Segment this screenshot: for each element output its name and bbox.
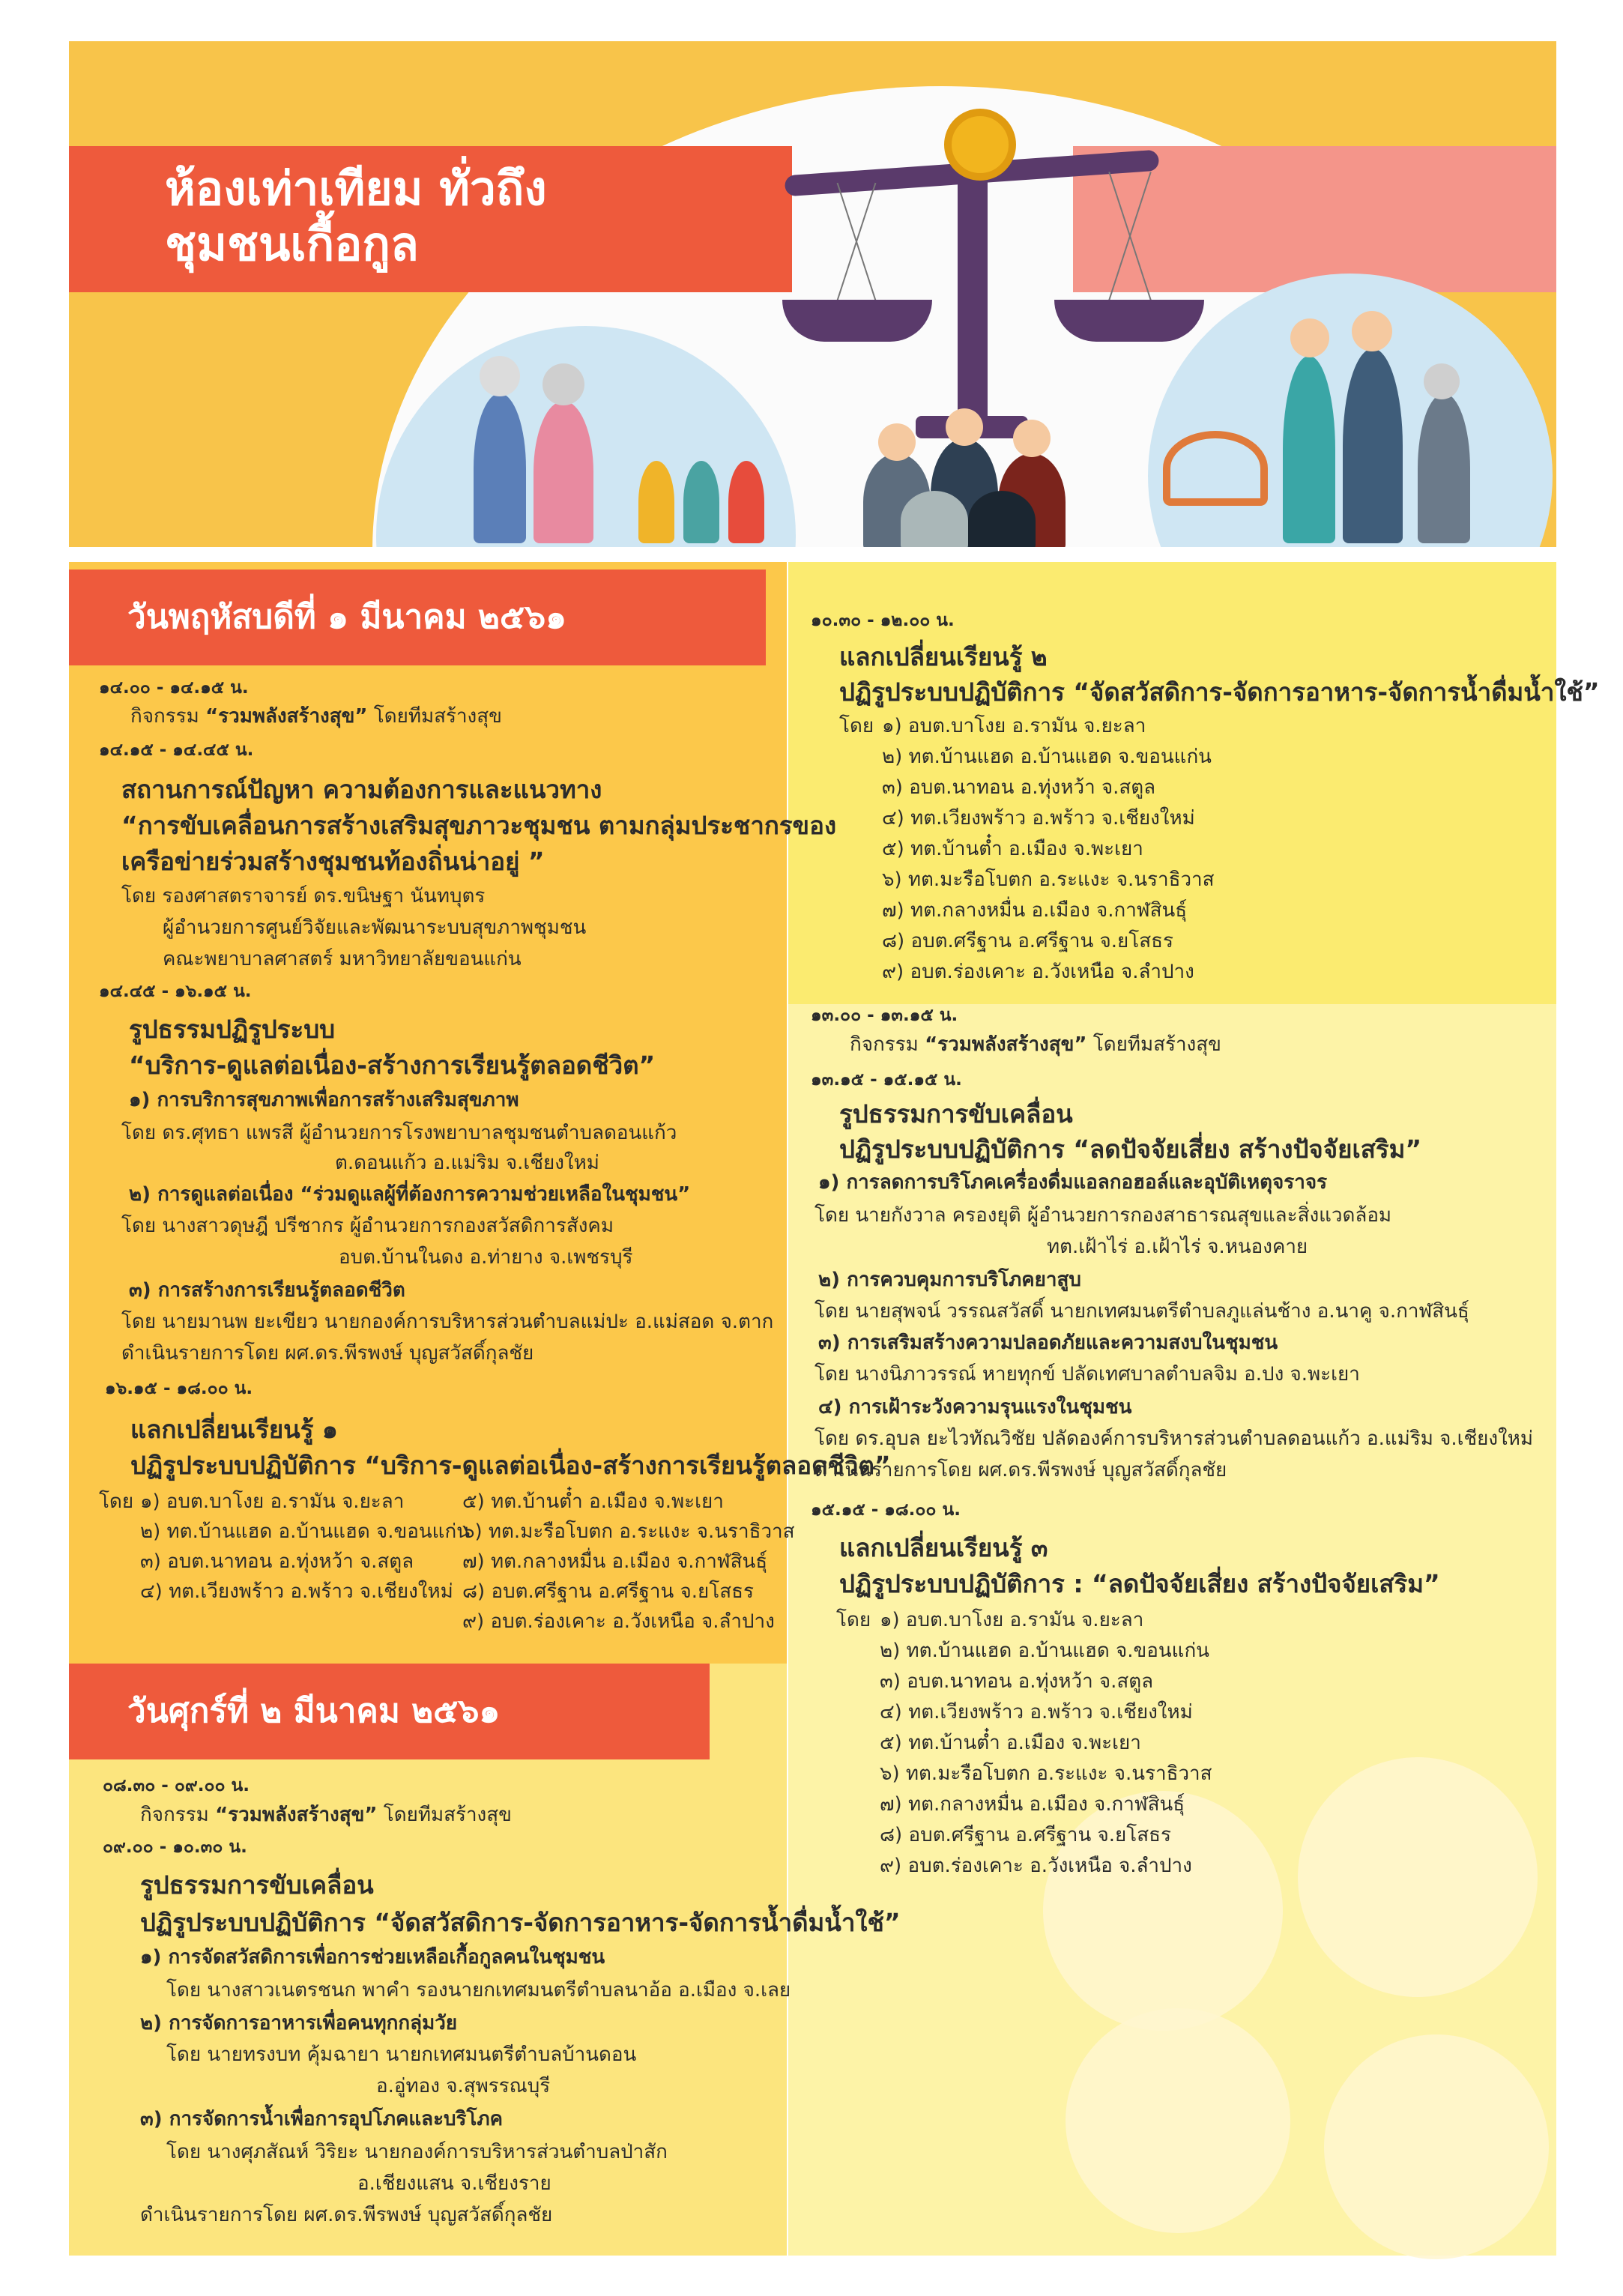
r3-p2: ๒) การควบคุมการบริโภคยาสูบ	[818, 1269, 1081, 1291]
r1-item-2: ๒) ทต.บ้านแฮด อ.บ้านแฮด จ.ขอนแก่น	[882, 746, 1212, 768]
d1-s4-by: โดย	[99, 1490, 134, 1513]
d2-s2-l2: ปฏิรูประบบปฏิบัติการ “จัดสวัสดิการ-จัดการอาหาร-จัดการน้ำดื่มน้ำใช้”	[140, 1908, 901, 1937]
d1-s3-time: ๑๔.๔๕ - ๑๖.๑๕ น.	[99, 982, 252, 1001]
d2-s2-p3a: โดย นางศุภสัณห์ วิริยะ นายกองค์การบริหารส่วนตำบลป่าสัก	[166, 2141, 668, 2163]
r1-item-8: ๘) อบต.ศรีฐาน อ.ศรีฐาน จ.ยโสธร	[882, 930, 1173, 952]
d2-s1-time: ๐๘.๓๐ - ๐๙.๐๐ น.	[103, 1776, 250, 1795]
r4-item-7: ๗) ทต.กลางหมื่น อ.เมือง จ.กาฬสินธุ์	[880, 1793, 1185, 1816]
r2-c: โดยทีมสร้างสุข	[1092, 1033, 1221, 1056]
day2-heading-band	[69, 1664, 710, 1759]
d1-s2-time: ๑๔.๑๕ - ๑๔.๔๕ น.	[99, 740, 254, 760]
r1-l2: ปฏิรูประบบปฏิบัติการ “จัดสวัสดิการ-จัดการอาหาร-จัดการน้ำดื่มน้ำใช้”	[839, 677, 1600, 707]
d1-s4-left-4: ๔) ทต.เวียงพร้าว อ.พร้าว จ.เชียงใหม่	[140, 1580, 453, 1603]
r4-item-5: ๕) ทต.บ้านต๋ำ อ.เมือง จ.พะเยา	[880, 1732, 1141, 1754]
d1-s1-line	[130, 701, 502, 731]
d1-s2-l2: “การขับเคลื่อนการสร้างเสริมสุขภาวะชุมชน ตามกลุ่มประชากรของ	[121, 811, 837, 840]
d1-s3-p2a: โดย นางสาวดุษฎี ปรีชากร ผู้อำนวยการกองสวัสดิการสังคม	[121, 1215, 614, 1237]
d2-s2-p2a: โดย นายทรงบท คุ้มฉายา นายกเทศมนตรีตำบลบ้านดอน	[166, 2043, 637, 2066]
r3-p1a: โดย นายกังวาล ครองยุติ ผู้อำนวยการกองสาธารณสุขและสิ่งแวดล้อม	[814, 1204, 1392, 1227]
d1-s3-p2b: อบต.บ้านในดง อ.ท่ายาง จ.เพชรบุรี	[339, 1246, 633, 1269]
d1-s3-p3b: ดำเนินรายการโดย ผศ.ดร.พีรพงษ์ บุญสวัสดิ์กุลชัย	[121, 1342, 534, 1365]
r4-time: ๑๕.๑๕ - ๑๘.๐๐ น.	[811, 1500, 961, 1520]
r2-a: กิจกรรม	[850, 1033, 919, 1056]
d1-s2-l5: ผู้อำนวยการศูนย์วิจัยและพัฒนาระบบสุขภาพชุมชน	[163, 916, 587, 939]
r1-item-7: ๗) ทต.กลางหมื่น อ.เมือง จ.กาฬสินธุ์	[882, 899, 1188, 922]
r1-item-5: ๕) ทต.บ้านต๋ำ อ.เมือง จ.พะเยา	[882, 838, 1143, 860]
d2-s1-a: กิจกรรม	[140, 1804, 209, 1826]
d1-s2-l6: คณะพยาบาลศาสตร์ มหาวิทยาลัยขอนแก่น	[163, 948, 522, 970]
r4-item-9: ๙) อบต.ร่องเคาะ อ.วังเหนือ จ.ลำปาง	[880, 1855, 1192, 1877]
d1-s4-left-2: ๒) ทต.บ้านแฮด อ.บ้านแฮด จ.ขอนแก่น	[140, 1520, 470, 1543]
r2-time: ๑๓.๐๐ - ๑๓.๑๕ น.	[811, 1006, 958, 1025]
d1-s1-b: “รวมพลังสร้างสุข”	[205, 705, 368, 728]
d1-s2-l4: โดย รองศาสตราจารย์ ดร.ขนิษฐา นันทบุตร	[121, 885, 486, 907]
garden-icon	[1298, 1757, 1538, 1997]
d1-s3-l2: “บริการ-ดูแลต่อเนื่อง-สร้างการเรียนรู้ตลอดชีวิต”	[129, 1051, 656, 1080]
r2-line	[850, 1029, 1221, 1060]
d1-s3-p3: ๓) การสร้างการเรียนรู้ตลอดชีวิต	[129, 1279, 405, 1302]
r4-l2: ปฏิรูประบบปฏิบัติการ : “ลดปัจจัยเสี่ยง สร้างปัจจัยเสริม”	[839, 1569, 1440, 1598]
d1-s4-right-1: ๕) ทต.บ้านต๋ำ อ.เมือง จ.พะเยา	[462, 1490, 724, 1513]
d2-s2-p2: ๒) การจัดการอาหารเพื่อคนทุกกลุ่มวัย	[140, 2012, 458, 2034]
d2-s2-p1a: โดย นางสาวเนตรชนก พาคำ รองนายกเทศมนตรีตำบลนาอ้อ อ.เมือง จ.เลย	[166, 1979, 791, 2002]
d2-s2-time: ๐๙.๐๐ - ๑๐.๓๐ น.	[103, 1837, 247, 1857]
d1-s2-l1: สถานการณ์ปัญหา ความต้องการและแนวทาง	[121, 775, 602, 804]
poster	[69, 41, 1600, 2256]
r4-item-8: ๘) อบต.ศรีฐาน อ.ศรีฐาน จ.ยโสธร	[880, 1824, 1171, 1846]
d2-s1-c: โดยทีมสร้างสุข	[383, 1804, 512, 1826]
care-icon	[1066, 2008, 1290, 2233]
d2-s1-line	[140, 1799, 512, 1830]
d2-s2-p1: ๑) การจัดสวัสดิการเพื่อการช่วยเหลือเกื้อกูลคนในชุมชน	[140, 1946, 605, 1969]
d1-s3-l1: รูปธรรมปฏิรูประบบ	[129, 1015, 336, 1044]
d1-s3-p1b: ต.ดอนแก้ว อ.แม่ริม จ.เชียงใหม่	[335, 1152, 599, 1174]
learning-icon	[1324, 2034, 1549, 2259]
r1-l1: แลกเปลี่ยนเรียนรู้ ๒	[839, 642, 1048, 671]
r4-item-3: ๓) อบต.นาทอน อ.ทุ่งหว้า จ.สตูล	[880, 1670, 1154, 1693]
day1-heading: วันพฤหัสบดีที่ ๑ มีนาคม ๒๕๖๑	[127, 598, 567, 636]
d1-s4-left-1: ๑) อบต.บาโงย อ.รามัน จ.ยะลา	[140, 1490, 405, 1513]
r3-time: ๑๓.๑๕ - ๑๕.๑๕ น.	[811, 1070, 962, 1090]
r4-item-1: ๑) อบต.บาโงย อ.รามัน จ.ยะลา	[880, 1609, 1144, 1631]
d2-s2-p3b: อ.เชียงแสน จ.เชียงราย	[357, 2172, 551, 2195]
r4-item-6: ๖) ทต.มะรือโบตก อ.ระแงะ จ.นราธิวาส	[880, 1762, 1212, 1785]
d1-s4-left-3: ๓) อบต.นาทอน อ.ทุ่งหว้า จ.สตูล	[140, 1550, 414, 1573]
r2-b: “รวมพลังสร้างสุข”	[925, 1033, 1087, 1056]
r1-item-4: ๔) ทต.เวียงพร้าว อ.พร้าว จ.เชียงใหม่	[882, 807, 1195, 830]
r4-l1: แลกเปลี่ยนเรียนรู้ ๓	[839, 1533, 1048, 1562]
d1-s2-l3: เครือข่ายร่วมสร้างชุมชนท้องถิ่นน่าอยู่ ”	[121, 847, 545, 876]
r3-p4: ๔) การเฝ้าระวังความรุนแรงในชุมชน	[818, 1396, 1132, 1419]
r3-mod: ดำเนินรายการโดย ผศ.ดร.พีรพงษ์ บุญสวัสดิ์กุลชัย	[814, 1459, 1227, 1481]
stroller-icon	[1163, 431, 1268, 506]
d1-s1-time: ๑๔.๐๐ - ๑๔.๑๕ น.	[99, 678, 249, 698]
day1-heading-band	[69, 570, 766, 665]
r3-p3: ๓) การเสริมสร้างความปลอดภัยและความสงบในชุมชน	[818, 1332, 1278, 1354]
r1-item-1: ๑) อบต.บาโงย อ.รามัน จ.ยะลา	[882, 715, 1146, 737]
header-banner	[69, 41, 1556, 547]
r3-p3a: โดย นางนิภาวรรณ์ หายทุกข์ ปลัดเทศบาลตำบลจิม อ.ปง จ.พะเยา	[814, 1363, 1360, 1386]
r1-by: โดย	[839, 715, 874, 737]
r1-item-9: ๙) อบต.ร่องเคาะ อ.วังเหนือ จ.ลำปาง	[882, 961, 1194, 983]
r3-p1: ๑) การลดการบริโภคเครื่องดื่มแอลกอฮอล์และอุบัติเหตุจราจร	[818, 1171, 1328, 1194]
r3-p1b: ทต.เฝ้าไร่ อ.เฝ้าไร่ จ.หนองคาย	[1047, 1236, 1308, 1258]
r3-l1: รูปธรรมการขับเคลื่อน	[839, 1099, 1073, 1129]
d1-s4-l1: แลกเปลี่ยนเรียนรู้ ๑	[130, 1415, 338, 1444]
r4-item-4: ๔) ทต.เวียงพร้าว อ.พร้าว จ.เชียงใหม่	[880, 1701, 1193, 1723]
d2-s1-b: “รวมพลังสร้างสุข”	[215, 1804, 378, 1826]
r3-l2: ปฏิรูประบบปฏิบัติการ “ลดปัจจัยเสี่ยง สร้างปัจจัยเสริม”	[839, 1135, 1422, 1164]
r3-p4a: โดย ดร.อุบล ยะไวทัณวิชัย ปลัดองค์การบริหารส่วนตำบลดอนแก้ว อ.แม่ริม จ.เชียงใหม่	[814, 1428, 1534, 1450]
d1-s4-right-2: ๖) ทต.มะรือโบตก อ.ระแงะ จ.นราธิวาส	[462, 1520, 795, 1543]
poster-title	[165, 161, 547, 272]
d1-s4-time: ๑๖.๑๕ - ๑๘.๐๐ น.	[105, 1379, 253, 1398]
d1-s3-p3a: โดย นายมานพ ยะเขียว นายกองค์การบริหารส่วนตำบลแม่ปะ อ.แม่สอด จ.ตาก	[121, 1311, 774, 1333]
d1-s4-l2: ปฏิรูประบบปฏิบัติการ “บริการ-ดูแลต่อเนื่อง-สร้างการเรียนรู้ตลอดชีวิต”	[130, 1451, 891, 1480]
d1-s3-p2: ๒) การดูแลต่อเนื่อง “ร่วมดูแลผู้ที่ต้องการความช่วยเหลือในชุมชน”	[129, 1183, 691, 1206]
d2-s2-l1: รูปธรรมการขับเคลื่อน	[140, 1870, 374, 1900]
r1-time: ๑๐.๓๐ - ๑๒.๐๐ น.	[811, 611, 955, 630]
d1-s3-p1: ๑) การบริการสุขภาพเพื่อการสร้างเสริมสุขภาพ	[129, 1089, 519, 1111]
r4-by: โดย	[836, 1609, 871, 1631]
d2-s2-mod: ดำเนินรายการโดย ผศ.ดร.พีรพงษ์ บุญสวัสดิ์กุลชัย	[140, 2204, 553, 2226]
d2-s2-p3: ๓) การจัดการน้ำเพื่อการอุปโภคและบริโภค	[140, 2108, 503, 2130]
d2-s2-p2b: อ.อู่ทอง จ.สุพรรณบุรี	[376, 2075, 551, 2097]
day2-heading: วันศุกร์ที่ ๒ มีนาคม ๒๕๖๑	[127, 1692, 501, 1730]
r1-item-6: ๖) ทต.มะรือโบตก อ.ระแงะ จ.นราธิวาส	[882, 868, 1215, 891]
title-line-1: ห้องเท่าเทียม ทั่วถึง	[165, 161, 547, 216]
d1-s1-c: โดยทีมสร้างสุข	[373, 705, 502, 728]
d1-s1-a: กิจกรรม	[130, 705, 199, 728]
r4-item-2: ๒) ทต.บ้านแฮด อ.บ้านแฮด จ.ขอนแก่น	[880, 1640, 1209, 1662]
r1-item-3: ๓) อบต.นาทอน อ.ทุ่งหว้า จ.สตูล	[882, 776, 1156, 799]
d1-s4-right-5: ๙) อบต.ร่องเคาะ อ.วังเหนือ จ.ลำปาง	[462, 1610, 775, 1633]
title-line-2: ชุมชนเกื้อกูล	[165, 217, 419, 271]
r3-p2a: โดย นายสุพจน์ วรรณสวัสดิ์ นายกเทศมนตรีตำบลภูแล่นช้าง อ.นาคู จ.กาฬสินธุ์	[814, 1300, 1469, 1323]
d1-s4-right-4: ๘) อบต.ศรีฐาน อ.ศรีฐาน จ.ยโสธร	[462, 1580, 754, 1603]
d1-s4-right-3: ๗) ทต.กลางหมื่น อ.เมือง จ.กาฬสินธุ์	[462, 1550, 768, 1573]
d1-s3-p1a: โดย ดร.ศุทธา แพรสี ผู้อำนวยการโรงพยาบาลชุมชนตำบลดอนแก้ว	[121, 1122, 677, 1144]
